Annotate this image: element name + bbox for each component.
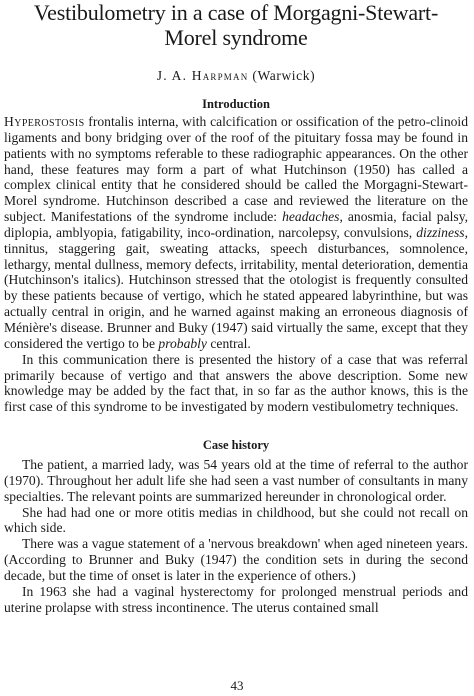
lead-word: Hyperostosis xyxy=(4,114,85,129)
case-history-paragraph-1: The patient, a married lady, was 54 years old at the time of referral to the author (1970). Throughout her adult life she had seen a vast number of consultants in many specialties. The relevant points are summarized hereunder in chronological order. xyxy=(4,457,468,504)
page-number: 43 xyxy=(230,678,244,693)
case-history-paragraph-4: In 1963 she had a vaginal hysterectomy for prolonged menstrual periods and uterine prolapse with stress incontinence. The uterus contained small xyxy=(4,583,468,615)
case-history-heading: Case history xyxy=(202,438,270,453)
case-history-paragraph-2: She had had one or more otitis medias in childhood, but she could not recall on which side. xyxy=(4,504,468,536)
text-run: frontalis interna, with calcification or ossification of the petro-clinoid ligaments and bony bridging over of the roof of the pituitary fossa may be found in patients with no symptoms referable to these radiographic appearances. On the other hand, these features may form a part of what Hutchinson (1950) has called a complex clinical entity that he considered should be called the Morgagni-Stewart-Morel syndrome. Hutchinson described a case and reviewed the literature on the subject. Manifestations of the syndrome include: xyxy=(4,114,468,225)
italic-term: dizziness xyxy=(416,224,465,240)
title-line-1: Vestibulometry in a case of Morgagni-Stewart- xyxy=(33,0,439,25)
case-history-body xyxy=(4,457,468,615)
author-line xyxy=(4,68,468,84)
italic-term: headaches xyxy=(282,209,340,225)
introduction-body xyxy=(4,114,468,415)
introduction-heading: Introduction xyxy=(202,97,270,111)
case-history-paragraph-3: There was a vague statement of a 'nervous breakdown' when aged nineteen years. (According to Brunner and Buky (1947) the condition sets in during the second decade, but the time of onset is later in the experience of others.) xyxy=(4,536,468,583)
introduction-paragraph-1 xyxy=(4,114,468,352)
title-line-2: Morel syndrome xyxy=(164,25,308,50)
text-run: central. xyxy=(206,335,251,351)
article-title xyxy=(4,0,468,50)
text-run: , anosmia, facial palsy, diplopia, amblyopia, fatigability, inco-ordination, narcolepsy, convulsions, xyxy=(4,209,469,240)
text-run: , tinnitus, staggering gait, sweating attacks, speech disturbances, somnolence, lethargy, mental dullness, memory defects, irritability, mental deterioration, dementia (Hutchinson's italics). Hutchinson stressed that the otologist is frequently consulted by these patients because of vertigo, which he stated appeared labyrinthine, but was actually central in origin, and he warned against making an erroneous diagnosis of Ménière's disease. Brunner and Buky (1947) said virtually the same, except that they considered the vertigo to be xyxy=(4,224,468,351)
author-name: J. A. Harpman xyxy=(156,68,249,83)
author-affiliation: (Warwick) xyxy=(252,68,316,83)
introduction-paragraph-2: In this communication there is presented the history of a case that was referral primarily because of vertigo and that answers the above description. Some new knowledge may be added by the fact that, in so far as the author knows, this is the first case of this syndrome to be investigated by modern vestibulometry techniques. xyxy=(4,351,468,415)
italic-term: probably xyxy=(158,335,207,351)
